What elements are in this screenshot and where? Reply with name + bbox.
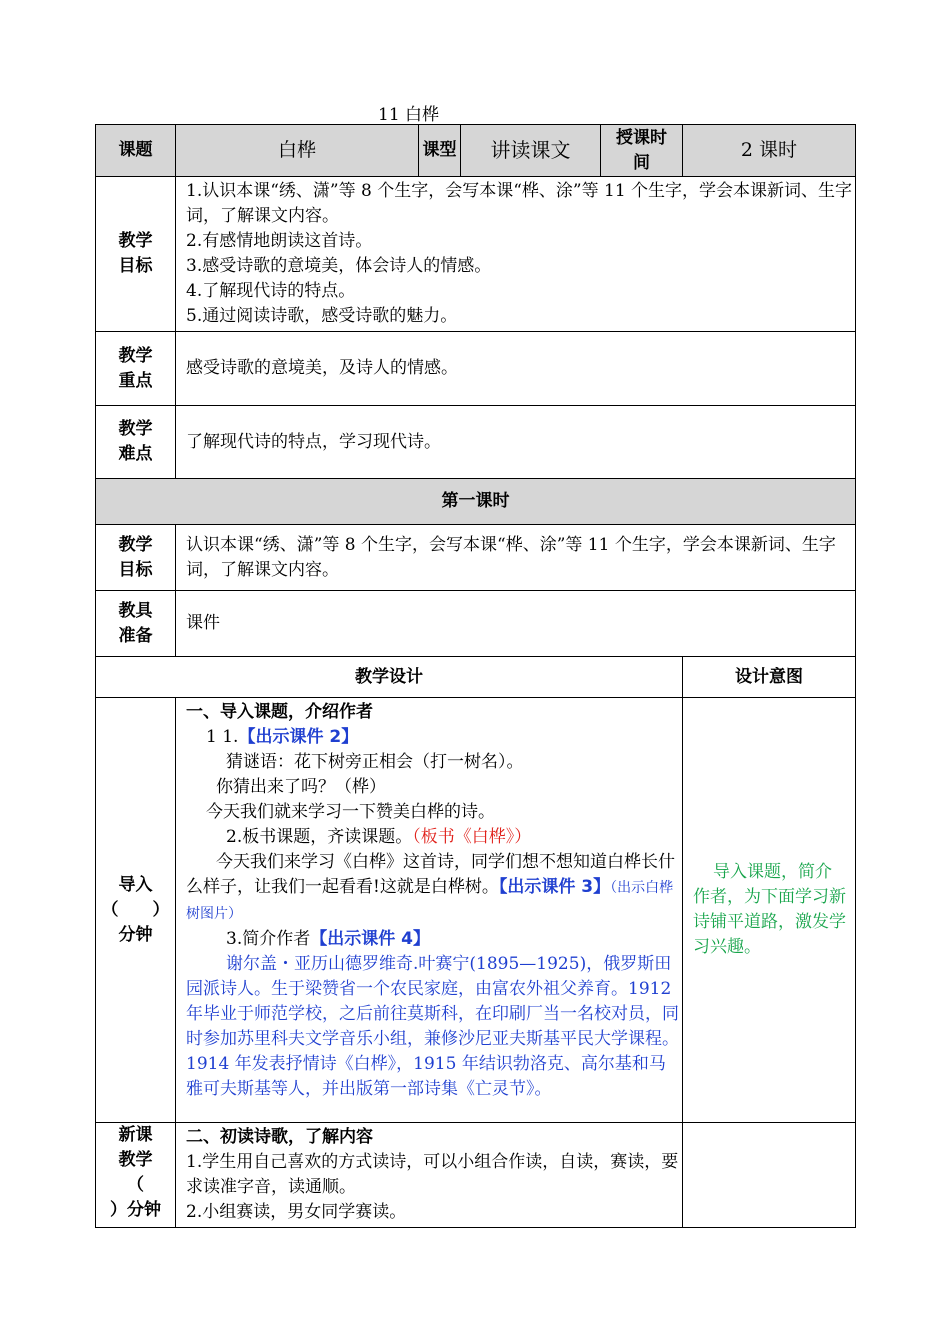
intro-row	[96, 698, 856, 1123]
author-bio: 谢尔盖・亚历山德罗维奇.叶赛宁(1895—1925)，俄罗斯田园派诗人。生于梁赞省一个农民家庭，由富农外祖父养育。1912 年毕业于师范学校，之后前往莫斯科，在印刷厂当一名校对员，同时参加苏里科夫文学音乐小组，兼修沙尼亚夫斯基平民大学课程。1914 年发表抒情诗《白桦》，1915 年结识勃洛克、高尔基和马雅可夫斯基等人，并出版第一部诗集《亡灵节》。	[186, 954, 679, 1099]
goal-item: 5.通过阅读诗歌，感受诗歌的魅力。	[186, 306, 458, 326]
intro-line-6: 今天我们来学习《白桦》这首诗，同学们想不想知道白桦长什么样子，让我们一起看看!这就是白桦树。【出示课件 3】（出示白桦树图片）	[186, 852, 675, 922]
intro-line-5: 2.板书课题，齐读课题。（板书《白桦》）	[226, 827, 532, 847]
tools-text: 课件	[176, 591, 856, 657]
lesson-goal-text: 认识本课“绣、潇”等 8 个生字，会写本课“桦、涂”等 11 个生字，学会本课新词、生字词，了解课文内容。	[176, 525, 856, 591]
goals-row	[96, 177, 856, 332]
intro-line-7: 3.简介作者【出示课件 4】	[226, 929, 430, 949]
tools-label: 教具准备	[96, 591, 176, 657]
goal-item: 2.有感情地朗读这首诗。	[186, 231, 373, 251]
goal-item: 4.了解现代诗的特点。	[186, 281, 356, 301]
goals-label: 教学目标	[96, 177, 176, 332]
newlesson-label: 新课 教学 （ ）分钟	[96, 1123, 176, 1228]
intro-line-3: 你猜出来了吗？（桦）	[216, 777, 386, 797]
time-label: 授课时间	[601, 125, 683, 177]
key-row	[96, 332, 856, 406]
time-value: 2 课时	[683, 125, 856, 177]
goal-item: 3.感受诗歌的意境美，体会诗人的情感。	[186, 256, 492, 276]
lesson-plan-table	[95, 124, 856, 1228]
intro-label: 导入 （ ） 分钟	[96, 698, 176, 1123]
type-value: 讲读课文	[461, 125, 601, 177]
intro-line-4: 今天我们就来学习一下赞美白桦的诗。	[206, 802, 495, 822]
goal-item: 1.认识本课“绣、潇”等 8 个生字，会写本课“桦、涂”等 11 个生字，学会本课新词、生字词，了解课文内容。	[186, 181, 853, 226]
design-header-row	[96, 657, 856, 698]
newlesson-intent	[683, 1123, 856, 1228]
difficulty-row	[96, 406, 856, 479]
lesson-goal-row	[96, 525, 856, 591]
lesson-goal-label: 教学目标	[96, 525, 176, 591]
intent-header: 设计意图	[683, 657, 856, 698]
key-text: 感受诗歌的意境美，及诗人的情感。	[176, 332, 856, 406]
design-header: 教学设计	[96, 657, 683, 698]
tools-row	[96, 591, 856, 657]
key-label: 教学重点	[96, 332, 176, 406]
intro-intent: 导入课题，简介作者，为下面学习新诗铺平道路，激发学习兴趣。	[683, 698, 856, 1123]
intro-line-1: 1 1.【出示课件 2】	[206, 727, 359, 747]
first-lesson-title: 第一课时	[96, 479, 856, 525]
intro-content	[176, 698, 683, 1123]
newlesson-content	[176, 1123, 683, 1228]
lesson-value: 白桦	[176, 125, 419, 177]
type-label: 课型	[419, 125, 461, 177]
goals-content	[176, 177, 856, 332]
difficulty-label: 教学难点	[96, 406, 176, 479]
lesson-label: 课题	[96, 125, 176, 177]
newlesson-row	[96, 1123, 856, 1228]
newlesson-line-2: 2.小组赛读，男女同学赛读。	[186, 1202, 407, 1222]
intro-heading: 一、导入课题，介绍作者	[186, 702, 373, 722]
first-lesson-row	[96, 479, 856, 525]
document-title: 11 白桦	[378, 105, 440, 125]
header-row	[96, 125, 856, 177]
intro-line-2: 猜谜语：花下树旁正相会（打一树名）。	[226, 752, 524, 772]
newlesson-line-1: 1.学生用自己喜欢的方式读诗，可以小组合作读，自读，赛读，要求读准字音，读通顺。	[186, 1152, 679, 1197]
newlesson-heading: 二、初读诗歌，了解内容	[186, 1127, 373, 1147]
difficulty-text: 了解现代诗的特点，学习现代诗。	[176, 406, 856, 479]
